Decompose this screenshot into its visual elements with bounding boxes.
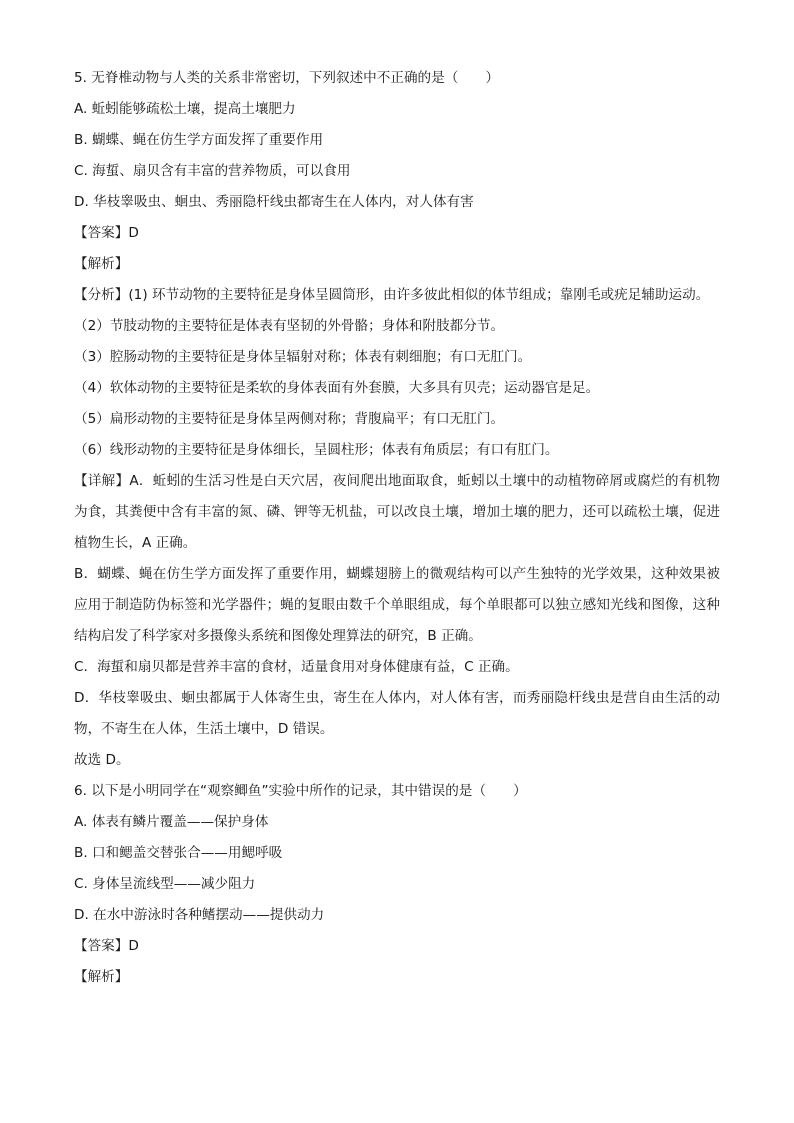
q6-option-b: B. 口和鳃盖交替张合——用鳃呼吸 [74,845,283,861]
document-content [74,63,720,993]
q5-option-a: A. 蚯蚓能够疏松土壤，提高土壤肥力 [74,101,296,117]
q6-option-c: C. 身体呈流线型——减少阻力 [74,876,256,892]
question-5-stem: 5. 无脊椎动物与人类的关系非常密切，下列叙述中不正确的是（ ） [74,70,500,86]
q5-option-d: D. 华枝睾吸虫、蛔虫、秀丽隐杆线虫都寄生在人体内，对人体有害 [74,194,474,210]
q6-option-a: A. 体表有鳞片覆盖——保护身体 [74,814,269,830]
q5-option-c: C. 海蜇、扇贝含有丰富的营养物质，可以食用 [74,163,351,179]
q5-point-4: （4）软体动物的主要特征是柔软的身体表面有外套膜，大多具有贝壳；运动器官是足。 [74,380,600,396]
q6-analysis-label: 【解析】 [74,969,129,985]
q5-explain-c: C．海蜇和扇贝都是营养丰富的食材，适量食用对身体健康有益，C 正确。 [74,659,519,675]
q5-point-6: （6）线形动物的主要特征是身体细长，呈圆柱形；体表有角质层；有口有肛门。 [74,442,559,458]
q5-conclusion: 故选 D。 [74,752,130,768]
q6-option-d: D. 在水中游泳时各种鳍摆动——提供动力 [74,907,325,923]
q5-point-5: （5）扁形动物的主要特征是身体呈两侧对称；背腹扁平；有口无肛门。 [74,411,505,427]
q5-point-2: （2）节肢动物的主要特征是体表有坚韧的外骨骼；身体和附肢都分节。 [74,318,505,334]
q5-explain-b: B．蝴蝶、蝇在仿生学方面发挥了重要作用，蝴蝶翅膀上的微观结构可以产生独特的光学效果，这种效果被应用于制造防伪标签和光学器件；蝇的复眼由数千个单眼组成，每个单眼都可以独立感知光线和图像，这种结构启发了科学家对多摄像头系统和图像处理算法的研究，B 正确。 [74,566,720,644]
q6-answer: 【答案】D [74,938,139,954]
q5-analysis-label: 【解析】 [74,256,129,272]
q5-answer: 【答案】D [74,225,139,241]
q5-xiangjie-a: 【详解】A．蚯蚓的生活习性是白天穴居，夜间爬出地面取食，蚯蚓以土壤中的动植物碎屑或腐烂的有机物为食，其粪便中含有丰富的氮、磷、钾等无机盐，可以改良土壤，增加土壤的肥力，还可以疏松土壤，促进植物生长，A 正确。 [74,473,720,551]
q5-option-b: B. 蝴蝶、蝇在仿生学方面发挥了重要作用 [74,132,324,148]
question-6-stem: 6. 以下是小明同学在“观察鲫鱼”实验中所作的记录，其中错误的是（ ） [74,783,527,799]
q5-point-3: （3）腔肠动物的主要特征是身体呈辐射对称；体表有刺细胞；有口无肛门。 [74,349,532,365]
q5-fenxi: 【分析】(1) 环节动物的主要特征是身体呈圆筒形，由许多彼此相似的体节组成；靠刚毛或疣足辅助运动。 [74,287,710,303]
q5-explain-d: D．华枝睾吸虫、蛔虫都属于人体寄生虫，寄生在人体内，对人体有害，而秀丽隐杆线虫是营自由生活的动物，不寄生在人体，生活土壤中，D 错误。 [74,690,720,737]
